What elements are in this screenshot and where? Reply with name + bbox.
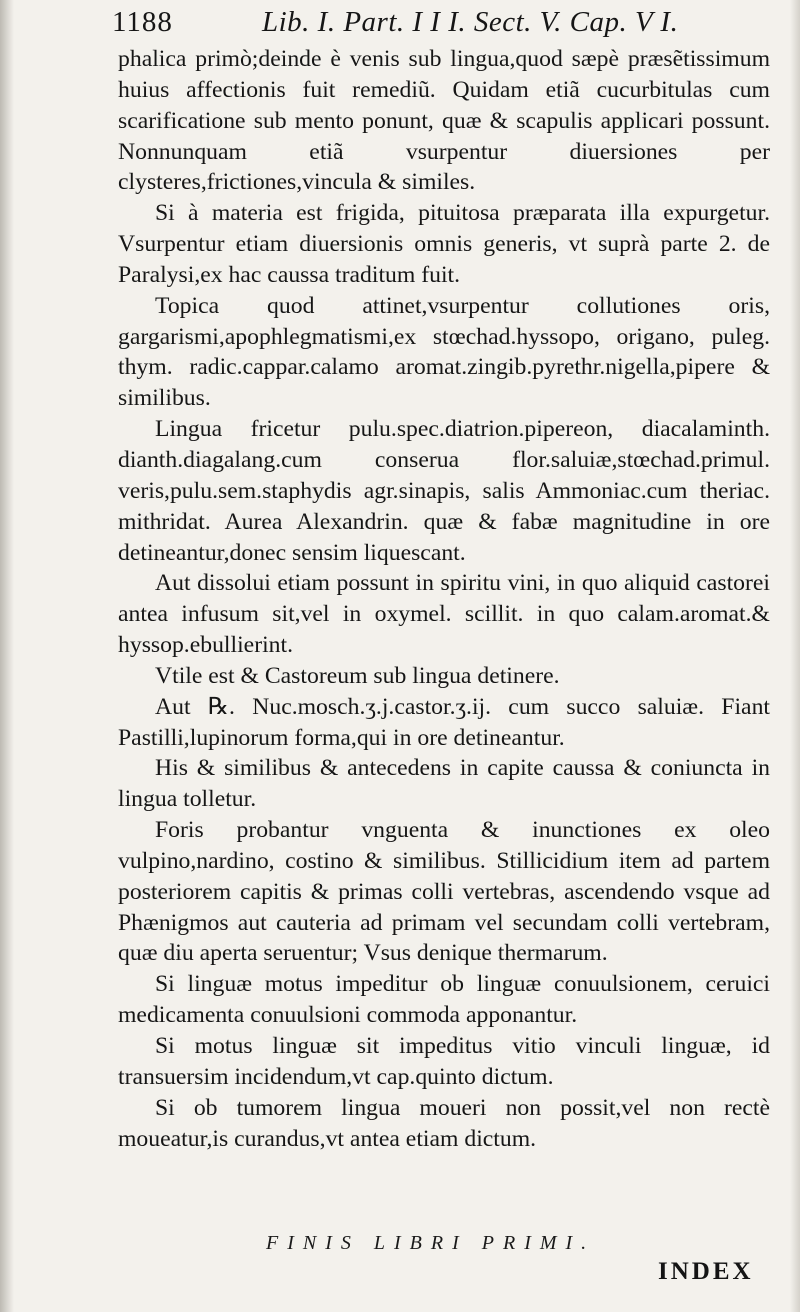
running-title: Lib. I. Part. I I I. Sect. V. Cap. V I. <box>262 6 679 38</box>
text-body <box>118 44 770 1154</box>
paragraph: Si ob tumorem lingua moueri non possit,vel non rectè moueatur,is curandus,vt antea etiam dictum. <box>118 1094 770 1152</box>
paragraph: Topica quod attinet,vsurpentur collutiones oris, gargarismi,apophlegmatismi,ex stœchad.hyssopo, origano, puleg. thym. radic.cappar.calamo aromat.zingib.pyrethr.nigella,pipere & similibus. <box>118 292 770 412</box>
paragraph: Aut dissolui etiam possunt in spiritu vini, in quo aliquid castorei antea infusum sit,vel in oxymel. scillit. in quo calam.aromat.& hyssop.ebullierint. <box>118 570 770 659</box>
paragraph: Si à materia est frigida, pituitosa præparata illa expurgetur. Vsurpentur etiam diuersionis omnis generis, vt suprà parte 2. de Paralysi,ex hac caussa traditum fuit. <box>118 200 770 288</box>
paragraph: Lingua fricetur pulu.spec.diatrion.pipereon, diacalaminth. dianth.diagalang.cum conserua flor.saluiæ,stœchad.primul. veris,pulu.sem.staphydis agr.sinapis, salis Ammoniac.cum theriac. mithridat. Aurea Alexandrin. quæ & fabæ magnitudine in ore detineantur,donec sensim liquescant. <box>118 416 770 566</box>
paragraph: Vtile est & Castoreum sub lingua detinere. <box>155 662 560 689</box>
catchword: INDEX <box>658 1258 754 1285</box>
paragraph: Aut ℞. Nuc.mosch.ʒ.j.castor.ʒ.ij. cum succo saluiæ. Fiant Pastilli,lupinorum forma,qui in ore detineantur. <box>118 693 770 751</box>
gutter-shadow <box>0 0 14 1312</box>
colophon: FINIS LIBRI PRIMI. <box>266 1232 596 1254</box>
paragraph: Si motus linguæ sit impeditus vitio vinculi linguæ, id transuersim incidendum,vt cap.quinto dictum. <box>118 1033 770 1090</box>
page-header <box>112 6 772 46</box>
paragraph: phalica primò;deinde è venis sub lingua,quod sæpè præsẽtissimum huius affectionis fuit remediũ. Quidam etiã cucurbitulas cum scarificatione sub mento ponunt, quæ & scapulis applicari possunt. Nonnunquam etiã vsurpentur diuersiones per clysteres,frictiones,vincula & similes. <box>118 46 770 196</box>
paragraph: Foris probantur vnguenta & inunctiones ex oleo vulpino,nardino, costino & similibus. Stillicidium item ad partem posteriorem capitis & primas colli vertebras, ascendendo vsque ad Phænigmos aut cauteria ad primam vel secundam colli vertebram, quæ diu aperta seruentur; Vsus denique thermarum. <box>118 817 770 967</box>
paragraph: His & similibus & antecedens in capite caussa & coniuncta in lingua tolletur. <box>118 755 770 813</box>
page-edge-shadow <box>790 0 800 1312</box>
page-number: 1188 <box>112 6 173 38</box>
paragraph: Si linguæ motus impeditur ob linguæ conuulsionem, ceruici medicamenta conuulsioni commoda apponantur. <box>118 971 770 1029</box>
